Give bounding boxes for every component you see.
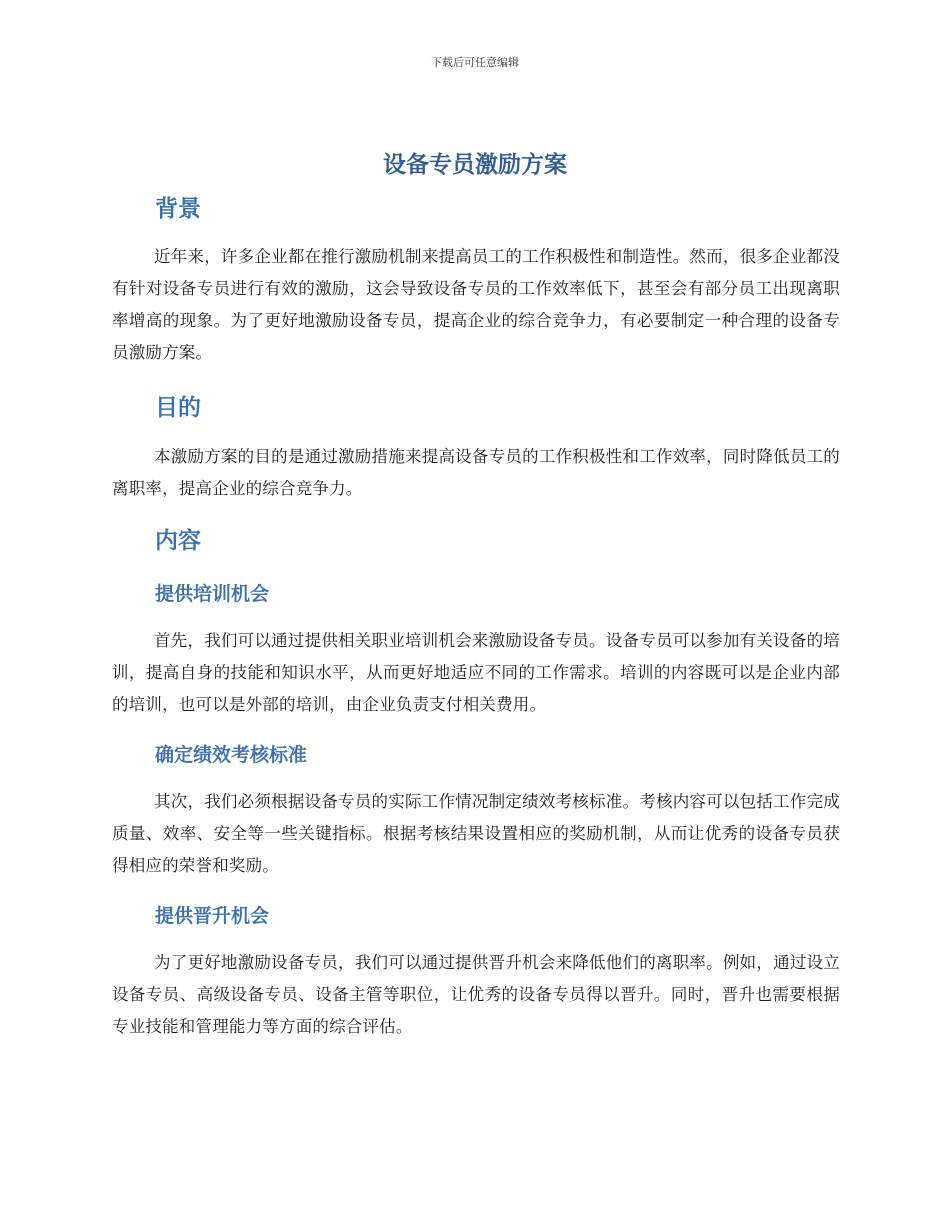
- paragraph-purpose: 本激励方案的目的是通过激励措施来提高设备专员的工作积极性和工作效率，同时降低员工的离职率，提高企业的综合竞争力。: [112, 447, 840, 498]
- document-title: 设备专员激励方案: [383, 152, 567, 178]
- paragraph-promotion: 为了更好地激励设备专员，我们可以通过提供晋升机会来降低他们的离职率。例如，通过设立设备专员、高级设备专员、设备主管等职位，让优秀的设备专员得以晋升。同时，晋升也需要根据专业技能和管理能力等方面的综合评估。: [112, 953, 840, 1036]
- header-note: 下载后可任意编辑: [431, 56, 519, 69]
- paragraph-background: 近年来，许多企业都在推行激励机制来提高员工的工作积极性和制造性。然而，很多企业都没有针对设备专员进行有效的激励，这会导致设备专员的工作效率低下，甚至会有部分员工出现离职率增高的现象。为了更好地激励设备专员，提高企业的综合竞争力，有必要制定一种合理的设备专员激励方案。: [112, 247, 840, 362]
- subsection-heading-training: 提供培训机会: [155, 583, 270, 605]
- paragraph-training: 首先，我们可以通过提供相关职业培训机会来激励设备专员。设备专员可以参加有关设备的培训，提高自身的技能和知识水平，从而更好地适应不同的工作需求。培训的内容既可以是企业内部的培训，也可以是外部的培训，由企业负责支付相关费用。: [112, 631, 840, 714]
- paragraph-performance: 其次，我们必须根据设备专员的实际工作情况制定绩效考核标准。考核内容可以包括工作完成质量、效率、安全等一些关键指标。根据考核结果设置相应的奖励机制，从而让优秀的设备专员获得相应的荣誉和奖励。: [112, 792, 840, 875]
- section-heading-background: 背景: [155, 196, 201, 222]
- section-heading-purpose: 目的: [155, 395, 201, 421]
- subsection-heading-promotion: 提供晋升机会: [155, 905, 270, 927]
- section-heading-content: 内容: [155, 528, 201, 554]
- subsection-heading-performance: 确定绩效考核标准: [155, 744, 308, 766]
